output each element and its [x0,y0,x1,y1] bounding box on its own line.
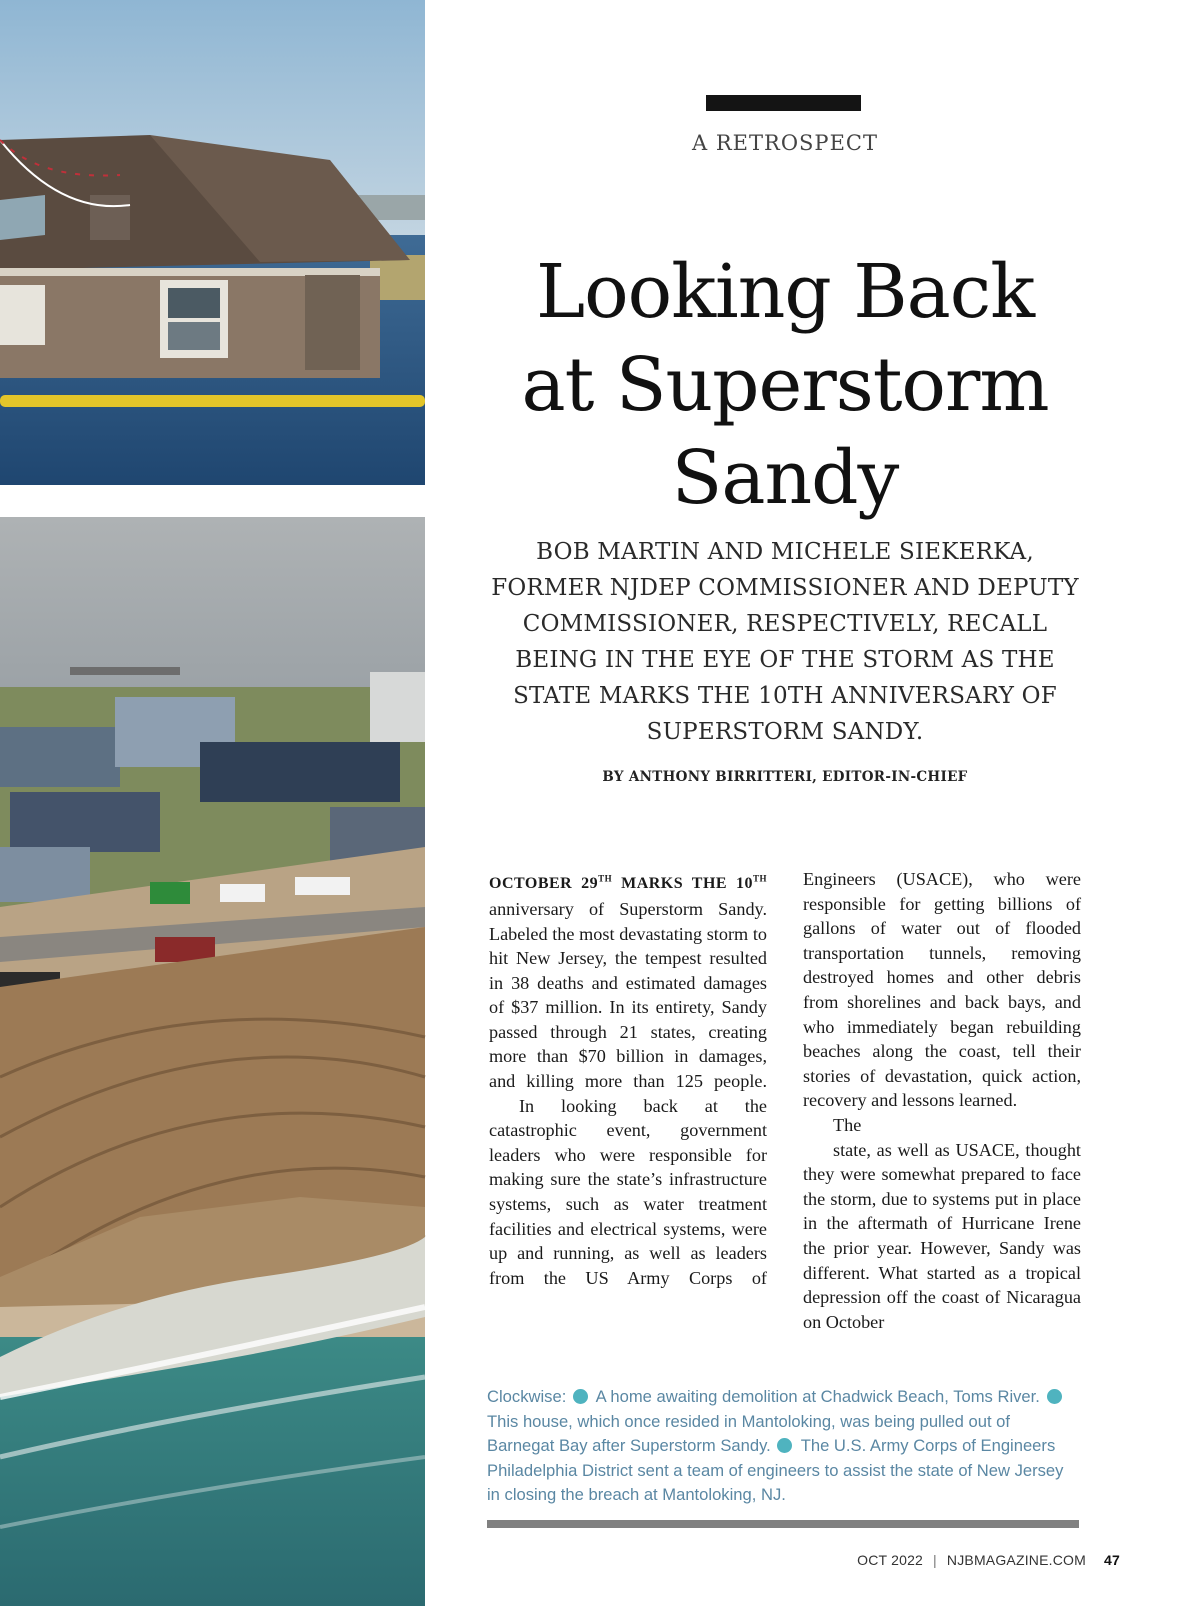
headline-text: Looking Back at Superstorm Sandy [521,249,1049,521]
body-column-1 [489,867,767,1314]
caption-item-3: The U.S. Army Corps of Engineers Philadelphia District sent a team of engineers to assist the state of New Jersey in closing the breach at Mantoloking, NJ. [487,1436,1064,1505]
caption-rule [487,1520,1079,1528]
page-footer [857,1552,1120,1568]
body-paragraph-3-cont: state, as well as USACE, thought they were somewhat prepared to face the storm, due to systems put in place in the aftermath of Hurricane Irene the prior year. However, Sandy was different. What started as a tropical depression off the coast of Nicaragua on October [803,1139,1081,1332]
section-kicker: A RETROSPECT [692,131,878,155]
body-paragraph-3: The [833,1114,862,1135]
body-column-2 [803,867,1081,1332]
body-paragraph-2: In looking back at the catastrophic event, government leaders who were responsible for making sure the state’s infrastructure systems, such as water treatment facilities and electrical systems, were up and running, as well as leaders from the US Army Corps of [489,1095,767,1288]
photo-mantoloking-breach [0,517,425,1606]
aerial-photo-illustration [0,517,425,1606]
article-deck: BOB MARTIN AND MICHELE SIEKERKA, FORMER NJDEP COMMISSIONER AND DEPUTY COMMISSIONER, RESPECTIVELY, RECALL BEING IN THE EYE OF THE STORM AS THE STATE MARKS THE 10TH ANNIVERSARY OF SUPERSTORM SANDY. [491,539,1079,745]
caption-item-1: A home awaiting demolition at Chadwick Beach, Toms River. [591,1387,1040,1406]
footer-separator: | [933,1552,937,1568]
section-rule [706,95,861,111]
body-paragraph-2-cont: Engineers (USACE), who were responsible for getting billions of gallons of water out of flooded transportation tunnels, removing destroyed homes and other debris from shorelines and back bays, and who immediately began rebuilding beaches along the coast, tell their stories of devastation, quick action, recovery and lessons learned. [803,869,1081,1111]
lede: OCTOBER 29TH MARKS THE 10TH [489,874,767,893]
caption-item-2: This house, which once resided in Mantoloking, was being pulled out of Barnegat Bay after Superstorm Sandy. [487,1411,1011,1456]
caption-bullet-icon [777,1438,792,1453]
house-photo-illustration [0,0,425,485]
page-number: 47 [1104,1552,1120,1568]
body-paragraph-1: OCTOBER 29TH MARKS THE 10TH anniversary of Superstorm Sandy. Labeled the most devastating storm to hit New Jersey, the tempest resulted in 38 deaths and estimated damages of $37 million. In its entirety, Sandy passed through 21 states, creating more than $70 billion in damages, and killing more than 125 people. [489,874,767,1092]
photo-caption [487,1385,1077,1508]
article-headline [500,246,1070,525]
issue-date: OCT 2022 [857,1552,924,1568]
caption-bullet-icon [573,1389,588,1404]
site-url: NJBMAGAZINE.COM [946,1552,1087,1568]
article-byline: BY ANTHONY BIRRITTERI, EDITOR-IN-CHIEF [602,769,968,785]
caption-bullet-icon [1047,1389,1062,1404]
caption-lead: Clockwise: [487,1387,571,1406]
photo-floating-house [0,0,425,485]
